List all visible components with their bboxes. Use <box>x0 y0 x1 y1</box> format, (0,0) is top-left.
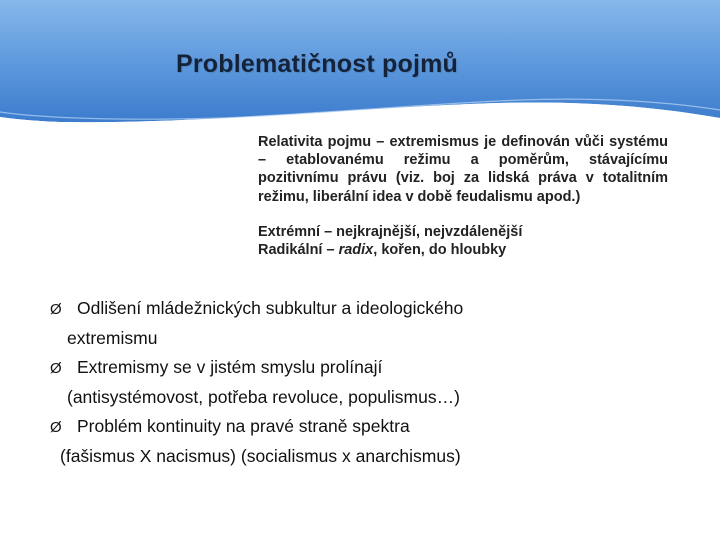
list-item <box>50 412 660 471</box>
bullet-text: Odlišení mládežnických subkultur a ideologického <box>77 298 464 318</box>
list-item <box>50 294 660 353</box>
relativity-paragraph: Relativita pojmu – extremismus je definován vůči systému – etablovanému režimu a poměrům, stávajícímu pozitivnímu právu (viz. boj za lidská práva v totalitním režimu, liberální idea v době feudalismu apod.) <box>258 134 668 205</box>
bullet-text: Problém kontinuity na pravé straně spektra <box>77 416 410 436</box>
arrow-bullet-icon: Ø <box>50 360 62 377</box>
slide-title: Problematičnost pojmů <box>176 50 459 78</box>
extremni-definition: Extrémní – nejkrajnější, nejvzdálenější <box>258 223 523 240</box>
bullet-continuation: extremismu <box>67 328 158 348</box>
radikalni-suffix: , kořen, do hloubky <box>373 242 507 259</box>
radikalni-prefix: Radikální – <box>258 242 339 259</box>
radix-term: radix <box>338 242 374 259</box>
bullet-continuation: (antisystémovost, potřeba revoluce, populismus…) <box>67 387 460 407</box>
list-item <box>50 353 660 412</box>
bullet-text: Extremismy se v jistém smyslu prolínají <box>77 357 383 377</box>
definition-box <box>258 133 668 259</box>
bullet-list <box>50 294 660 471</box>
radikalni-definition <box>258 241 668 259</box>
bullet-continuation: (fašismus X nacismus) (socialismus x anarchismus) <box>60 446 461 466</box>
arrow-bullet-icon: Ø <box>50 301 62 318</box>
arrow-bullet-icon: Ø <box>50 419 62 436</box>
